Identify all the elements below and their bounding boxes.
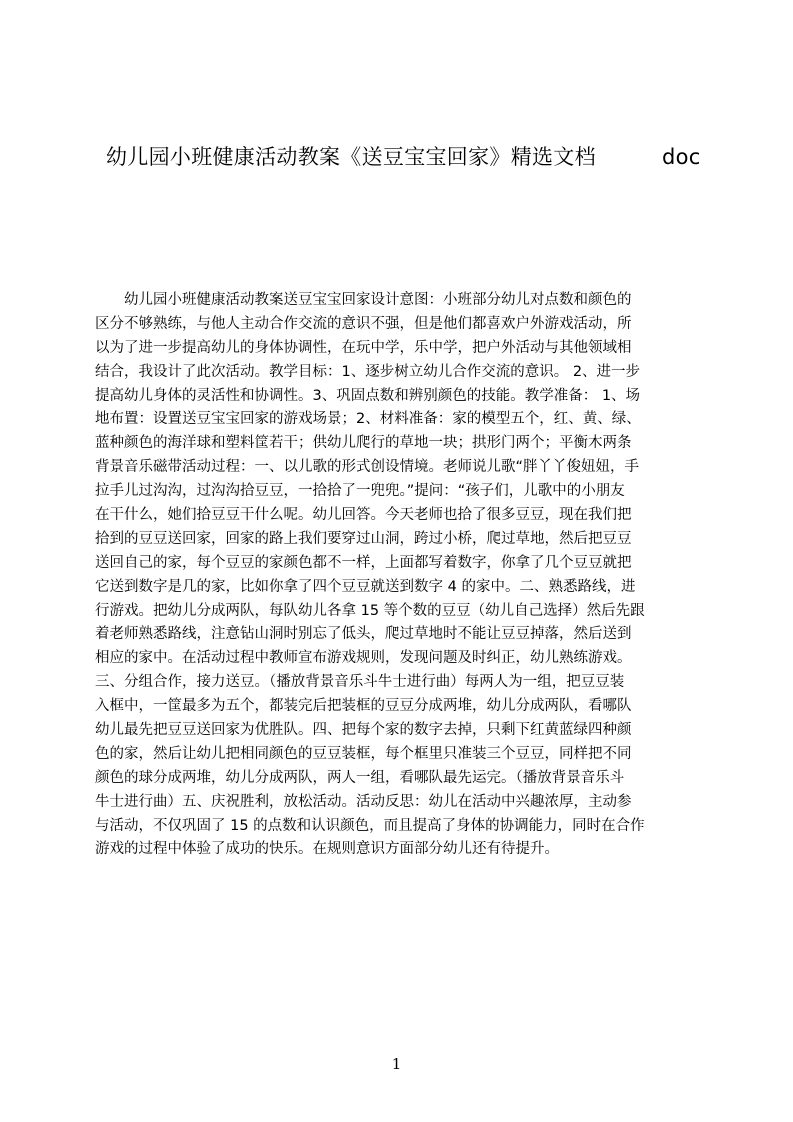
- document-title-suffix: doc: [662, 145, 701, 169]
- body-line: 蓝种颜色的海洋球和塑料筐若干；供幼儿爬行的草地一块；拱形门两个；平衡木两条: [95, 435, 632, 452]
- body-line: 幼儿最先把豆豆送回家为优胜队。四、把每个家的数字去掉，只剩下红黄蓝绿四种颜: [95, 722, 632, 739]
- body-line: 与活动，不仅巩固了 15 的点数和认识颜色，而且提高了身体的协调能力，同时在合作: [95, 817, 645, 834]
- body-line: 背景音乐磁带活动过程：一、以儿歌的形式创设情境。老师说儿歌“胖丫丫俊妞妞，手: [95, 459, 640, 476]
- body-line: 行游戏。把幼儿分成两队，每队幼儿各拿 15 等个数的豆豆（幼儿自己选择）然后先跟: [95, 602, 645, 619]
- body-line: 它送到数字是几的家，比如你拿了四个豆豆就送到数字 4 的家中。二、熟悉路线，进: [95, 578, 636, 595]
- body-line: 送回自己的家，每个豆豆的家颜色都不一样，上面都写着数字，你拿了几个豆豆就把: [95, 554, 632, 571]
- body-line: 提高幼儿身体的灵活性和协调性。3、巩固点数和辨别颜色的技能。教学准备： 1、场: [95, 387, 641, 404]
- body-line: 区分不够熟练，与他人主动合作交流的意识不强，但是他们都喜欢户外游戏活动，所: [95, 315, 632, 332]
- body-line: 着老师熟悉路线，注意钻山洞时别忘了低头，爬过草地时不能让豆豆掉落，然后送到: [95, 626, 632, 643]
- body-line: 以为了进一步提高幼儿的身体协调性，在玩中学，乐中学，把户外活动与其他领域相: [95, 339, 632, 356]
- body-line: 地布置：设置送豆宝宝回家的游戏场景；2、材料准备：家的模型五个，红、黄、绿、: [95, 411, 641, 428]
- body-line: 色的家，然后让幼儿把相同颜色的豆豆装框，每个框里只准装三个豆豆，同样把不同: [95, 745, 632, 762]
- body-line: 游戏的过程中体验了成功的快乐。在规则意识方面部分幼儿还有待提升。: [95, 841, 559, 858]
- page-number: 1: [391, 1055, 402, 1073]
- body-line: 入框中，一筐最多为五个，都装完后把装框的豆豆分成两堆，幼儿分成两队，看哪队: [95, 698, 632, 715]
- body-line: 牛士进行曲）五、庆祝胜利，放松活动。活动反思：幼儿在活动中兴趣浓厚，主动参: [95, 793, 632, 810]
- body-line: 拾到的豆豆送回家，回家的路上我们要穿过山洞，跨过小桥，爬过草地，然后把豆豆: [95, 530, 632, 547]
- body-line: 幼儿园小班健康活动教案送豆宝宝回家设计意图：小班部分幼儿对点数和颜色的: [95, 292, 632, 308]
- body-line: 拉手儿过沟沟，过沟沟拾豆豆，一拾拾了一兜兜。”提问：“孩子们，儿歌中的小朋友: [95, 483, 625, 500]
- body-line: 三、分组合作，接力送豆。（播放背景音乐斗牛士进行曲）每两人为一组，把豆豆装: [95, 674, 625, 691]
- body-line: 在干什么，她们拾豆豆干什么呢。幼儿回答。今天老师也拾了很多豆豆，现在我们把: [95, 507, 632, 524]
- body-line: 颜色的球分成两堆，幼儿分成两队，两人一组，看哪队最先运完。（播放背景音乐斗: [95, 769, 625, 786]
- document-title-text: 幼儿园小班健康活动教案《送豆宝宝回家》精选文档: [106, 145, 596, 169]
- document-title: [106, 142, 701, 172]
- body-line: 相应的家中。在活动过程中教师宣布游戏规则，发现问题及时纠正，幼儿熟练游戏。: [95, 650, 632, 667]
- body-line: 结合，我设计了此次活动。教学目标：1、逐步树立幼儿合作交流的意识。 2、进一步: [95, 363, 641, 380]
- document-body: [95, 289, 697, 862]
